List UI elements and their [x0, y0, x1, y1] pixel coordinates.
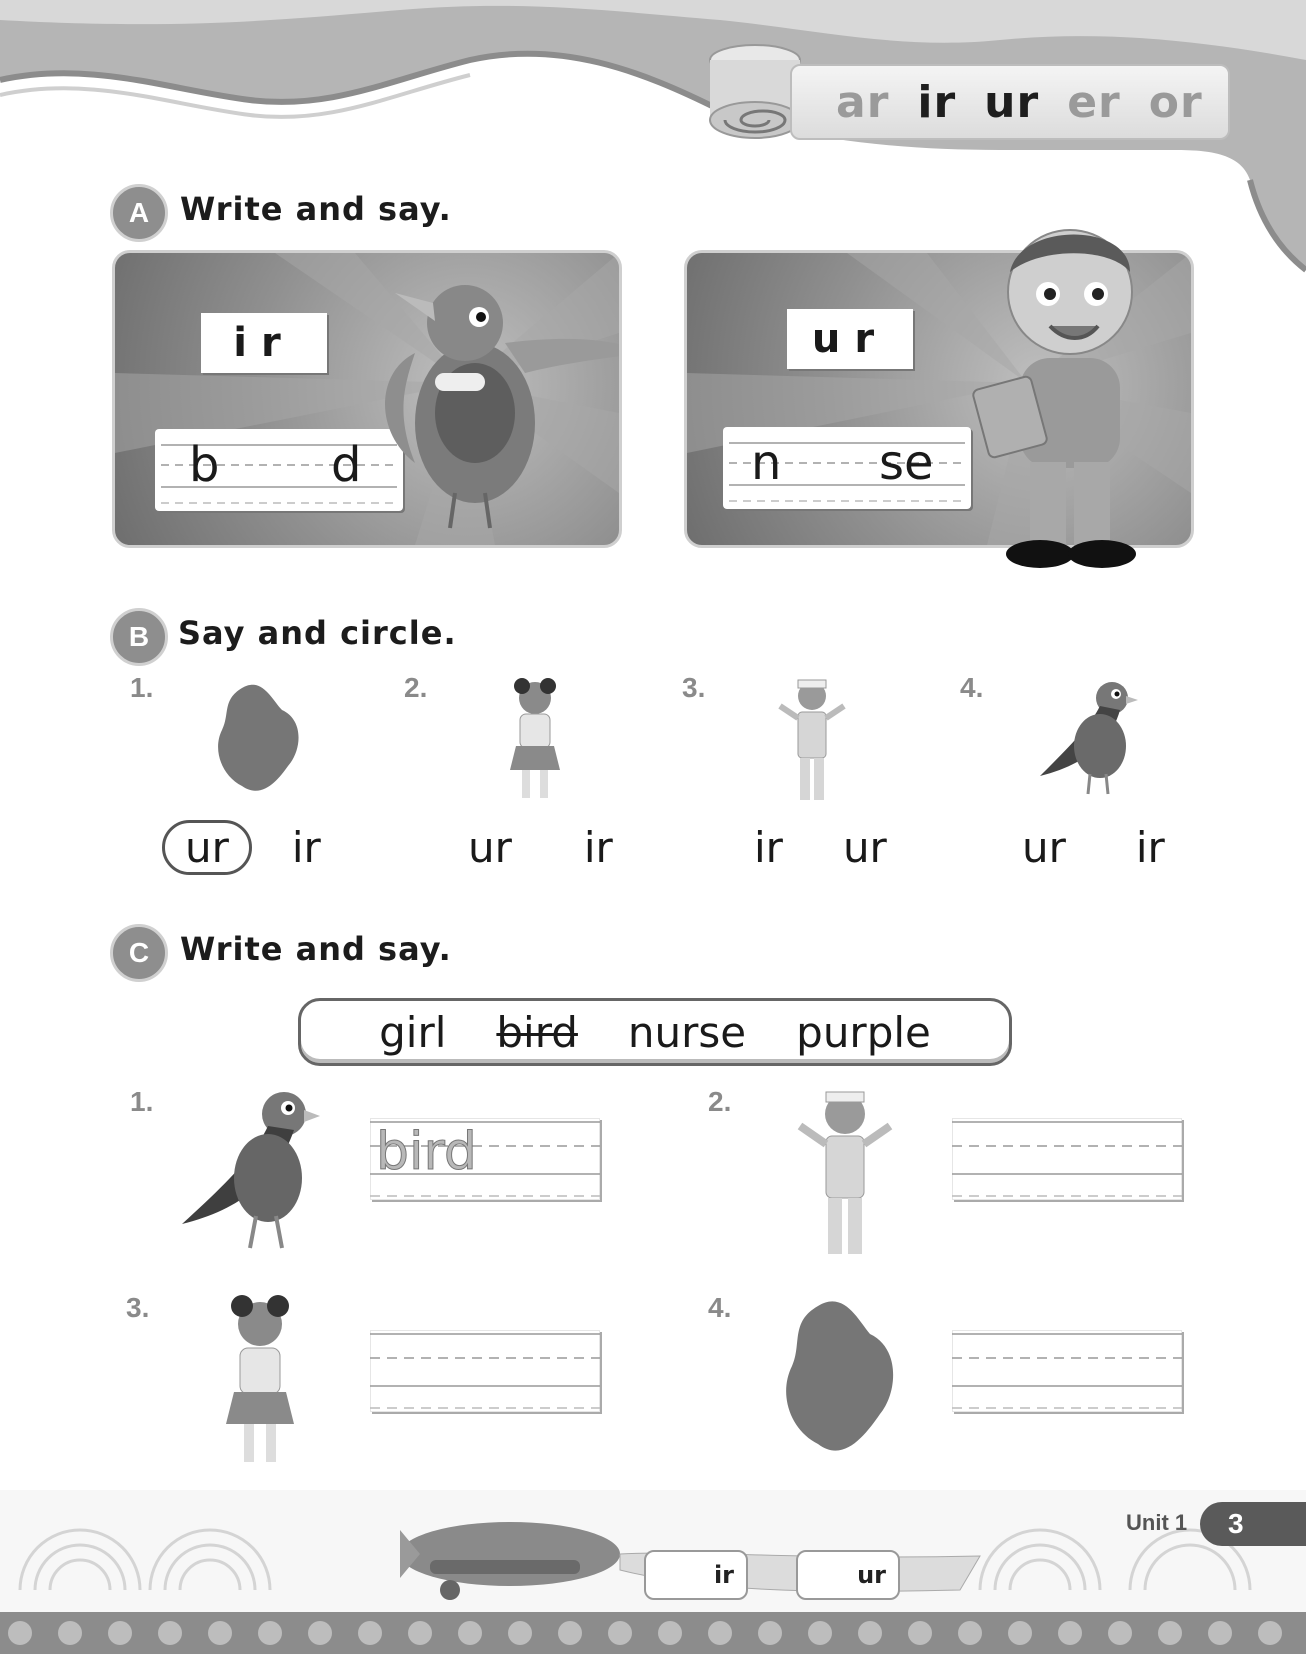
section-c-badge: C: [110, 924, 168, 982]
purple-blob-image: [212, 680, 308, 794]
item-number: 2.: [404, 672, 428, 703]
word-bank-word: girl: [379, 1007, 447, 1057]
phonics-ar: ar: [836, 76, 890, 128]
phonics-header: [790, 64, 1230, 140]
purple-blob-image: [778, 1296, 904, 1462]
phonics-ur: ur: [984, 76, 1040, 128]
item-number: 2.: [708, 1086, 732, 1117]
choice-option[interactable]: ir: [583, 823, 613, 872]
word-bank-word: nurse: [627, 1007, 747, 1057]
choice-group-4: [1022, 823, 1165, 872]
choice-option[interactable]: ir: [1135, 823, 1165, 872]
choice-option[interactable]: ir: [291, 823, 321, 872]
choice-option[interactable]: ur: [842, 823, 887, 872]
phonics-or: or: [1148, 76, 1203, 128]
panel-bird: [112, 250, 622, 548]
section-c-title: Write and say.: [180, 930, 452, 968]
word-last-letters: se: [879, 435, 934, 491]
writing-guide-lines: [952, 1118, 1182, 1200]
phonics-ir: ir: [917, 76, 957, 128]
bird-image: [1030, 676, 1140, 800]
footer-card-label: ir: [713, 1561, 734, 1589]
answer-line[interactable]: [952, 1118, 1182, 1200]
word-last-letters: d: [331, 437, 362, 493]
item-number: 4.: [960, 672, 984, 703]
section-a-title: Write and say.: [180, 190, 452, 228]
writing-guide-lines: [370, 1330, 600, 1412]
bird-image: [176, 1086, 322, 1256]
phonics-er: er: [1067, 76, 1121, 128]
choice-option[interactable]: ur: [162, 820, 252, 875]
section-b-badge: B: [110, 608, 168, 666]
word-card-nurse: [723, 427, 971, 509]
nurse-image: [790, 1086, 900, 1258]
item-number: 1.: [130, 672, 154, 703]
turkey-illustration: [355, 263, 622, 533]
boy-nurse-illustration: [960, 222, 1160, 574]
footer-card-label: ur: [857, 1561, 886, 1589]
choice-option[interactable]: ur: [1022, 823, 1066, 872]
phonics-card-ur: ur: [787, 309, 913, 369]
choice-option[interactable]: ir: [754, 823, 783, 872]
writing-guide-lines: [952, 1330, 1182, 1412]
word-first-letter: n: [751, 435, 782, 491]
unit-label: Unit 1: [1126, 1510, 1188, 1535]
word-bank-word-used: bird: [496, 1007, 578, 1057]
footer-card-ir: [644, 1550, 748, 1600]
nurse-image: [772, 676, 852, 806]
choice-group-1: [162, 820, 321, 875]
footer-card-ur: [796, 1550, 900, 1600]
choice-option[interactable]: ur: [468, 823, 512, 872]
answer-line[interactable]: [370, 1330, 600, 1412]
page-number: 3: [1200, 1502, 1306, 1546]
item-number: 3.: [682, 672, 706, 703]
choice-group-3: [754, 823, 887, 872]
traced-answer: bird: [376, 1122, 477, 1182]
girl-image: [218, 1294, 302, 1470]
girl-image: [500, 676, 570, 804]
answer-line[interactable]: [370, 1118, 600, 1200]
word-first-letter: b: [189, 437, 220, 493]
section-b-title: Say and circle.: [178, 614, 457, 652]
item-number: 1.: [130, 1086, 154, 1117]
section-a-badge: A: [110, 184, 168, 242]
answer-line[interactable]: [952, 1330, 1182, 1412]
choice-group-2: [468, 823, 613, 872]
item-number: 4.: [708, 1292, 732, 1323]
word-bank: [298, 998, 1012, 1066]
word-bank-word: purple: [796, 1007, 931, 1057]
item-number: 3.: [126, 1292, 150, 1323]
phonics-card-ir: ir: [201, 313, 327, 373]
